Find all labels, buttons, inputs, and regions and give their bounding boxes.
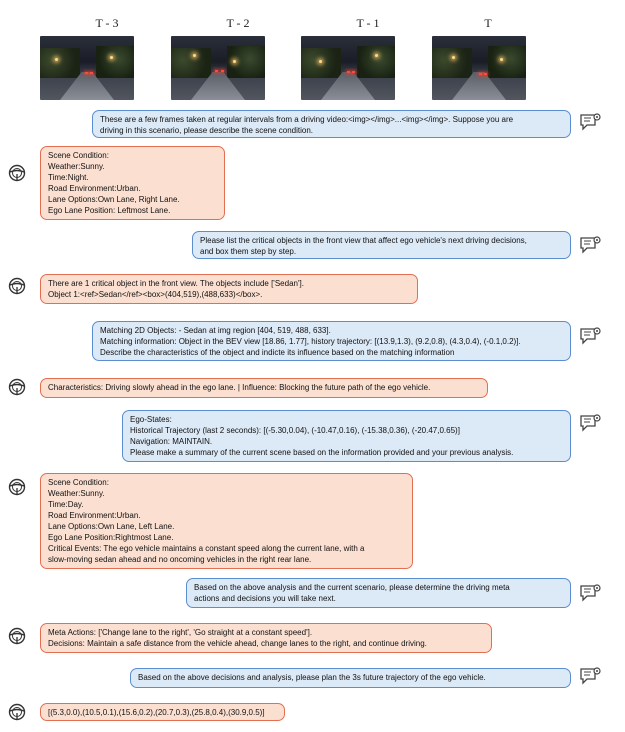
assistant-message: [40, 703, 285, 721]
frame-tail-light: [85, 72, 88, 74]
message-line: actions and decisions you will take next.: [194, 594, 336, 603]
message-line: Object 1:<ref>Sedan</ref><box>(404,519),(488,633)</box>.: [48, 290, 263, 299]
frame-tail-light: [215, 70, 218, 72]
message-line: Based on the above analysis and the current scenario, please determine the driving meta: [194, 583, 510, 592]
message-line: driving in this scenario, please describe the scene condition.: [100, 126, 314, 135]
chat-bubble-gear-icon: [579, 112, 603, 134]
steering-wheel-icon: [8, 277, 26, 295]
message-line: Weather:Sunny.: [48, 489, 105, 498]
frame-trees: [40, 48, 80, 78]
message-line: Navigation: MAINTAIN.: [130, 437, 213, 446]
chat-bubble-gear-icon: [579, 666, 603, 688]
message-line: and box them step by step.: [200, 247, 297, 256]
message-line: [(5.3,0.0),(10.5,0.1),(15.6,0.2),(20.7,0.3),(25.8,0.4),(30.9,0.5)]: [48, 708, 265, 717]
message-line: Time:Day.: [48, 500, 84, 509]
message-line: Matching 2D Objects: - Sedan at img region [404, 519, 488, 633].: [100, 326, 331, 335]
frame-label-t2: T - 2: [226, 16, 250, 30]
frame-trees: [357, 46, 395, 78]
chat-bubble-gear-icon: [579, 235, 603, 257]
message-line: Ego Lane Position: Leftmost Lane.: [48, 206, 171, 215]
frame-tail-light: [221, 70, 224, 72]
message-line: Lane Options:Own Lane, Right Lane.: [48, 195, 180, 204]
frame-trees: [96, 46, 134, 78]
frame-label-t: T: [484, 16, 492, 30]
message-line: Characteristics: Driving slowly ahead in the ego lane. | Influence: Blocking the future path of the ego vehicle.: [48, 383, 431, 392]
frame-tail-light: [347, 71, 350, 73]
frame-light: [319, 60, 322, 63]
steering-wheel-icon: [8, 478, 26, 496]
message-line: Ego-States:: [130, 415, 172, 424]
driving-frame-t3: [40, 36, 134, 100]
message-line: There are 1 critical object in the front view. The objects include ['Sedan'].: [48, 279, 304, 288]
user-message: [192, 231, 571, 259]
frame-trees: [488, 46, 526, 78]
assistant-message: [40, 473, 413, 569]
frame-light: [233, 60, 236, 63]
frame-label-t1: T - 1: [356, 16, 380, 30]
message-line: Matching information: Object in the BEV view [18.86, 1.77], history trajectory: [(13.9,1.3), (9.2,0.8), (4.3,0.4), (-0.1,0.2)].: [100, 337, 521, 346]
frame-light: [452, 56, 455, 59]
assistant-message: [40, 623, 492, 653]
message-line: Ego Lane Position:Rightmost Lane.: [48, 533, 174, 542]
user-message: [122, 410, 571, 462]
steering-wheel-icon: [8, 627, 26, 645]
frame-tail-light: [352, 71, 355, 73]
message-line: Scene Condition:: [48, 151, 109, 160]
message-line: Lane Options:Own Lane, Left Lane.: [48, 522, 175, 531]
message-line: Weather:Sunny.: [48, 162, 105, 171]
message-line: Time:Night.: [48, 173, 89, 182]
steering-wheel-icon: [8, 703, 26, 721]
user-message: [130, 668, 571, 688]
frame-trees: [301, 48, 341, 78]
message-line: Decisions: Maintain a safe distance from the vehicle ahead, change lanes to the right, and continue driving.: [48, 639, 427, 648]
message-line: Meta Actions: ['Change lane to the right', 'Go straight at a constant speed'].: [48, 628, 313, 637]
driving-frame-t2: [171, 36, 265, 100]
chat-bubble-gear-icon: [579, 583, 603, 605]
message-line: Scene Condition:: [48, 478, 109, 487]
message-line: Please list the critical objects in the front view that affect ego vehicle's next driving decisions,: [200, 236, 527, 245]
frame-light: [110, 56, 113, 59]
chat-bubble-gear-icon: [579, 413, 603, 435]
driving-frame-t1: [301, 36, 395, 100]
frame-light: [55, 58, 58, 61]
steering-wheel-icon: [8, 378, 26, 396]
frame-tail-light: [479, 73, 482, 75]
chat-bubble-gear-icon: [579, 326, 603, 348]
frame-trees: [432, 48, 472, 78]
user-message: [186, 578, 571, 608]
message-line: Critical Events: The ego vehicle maintains a constant speed along the current lane, with a: [48, 544, 365, 553]
assistant-message: [40, 146, 225, 220]
frame-tail-light: [484, 73, 487, 75]
user-message: [92, 321, 571, 361]
frame-light: [500, 58, 503, 61]
user-message: [92, 110, 571, 138]
message-line: slow-moving sedan ahead and no oncoming vehicles in the right rear lane.: [48, 555, 312, 564]
driving-frame-t: [432, 36, 526, 100]
frame-light: [375, 54, 378, 57]
message-line: Describe the characteristics of the object and indicte its influence based on the matching information: [100, 348, 455, 357]
message-line: Please make a summary of the current scene based on the information provided and your previous analysis.: [130, 448, 514, 457]
steering-wheel-icon: [8, 164, 26, 182]
frame-tail-light: [90, 72, 93, 74]
message-line: Road Environment:Urban.: [48, 184, 141, 193]
assistant-message: [40, 378, 488, 398]
assistant-message: [40, 274, 418, 304]
message-line: Based on the above decisions and analysis, please plan the 3s future trajectory of the ego vehicle.: [138, 673, 486, 682]
message-line: Historical Trajectory (last 2 seconds): [(-5.30,0.04), (-10.47,0.16), (-15.38,0.36), (-20.47,0.65)]: [130, 426, 460, 435]
message-line: These are a few frames taken at regular intervals from a driving video:<img></img>...<img></img>. Suppose you are: [100, 115, 514, 124]
frame-trees: [171, 48, 211, 78]
frame-light: [193, 54, 196, 57]
message-line: Road Environment:Urban.: [48, 511, 141, 520]
frame-label-t3: T - 3: [95, 16, 119, 30]
